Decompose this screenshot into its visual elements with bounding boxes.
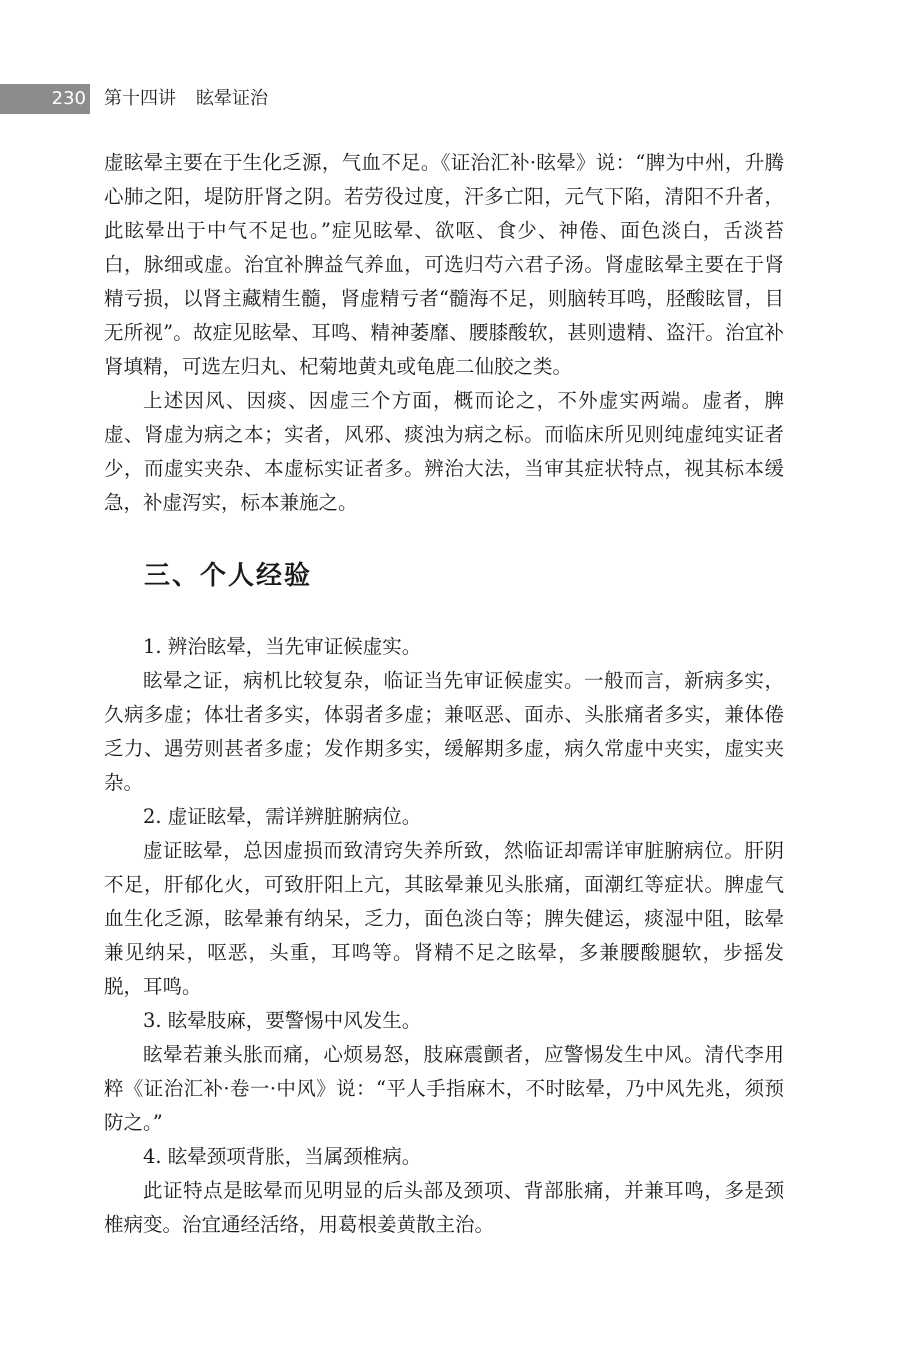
page-number: 230 [0, 84, 90, 114]
paragraph: 虚证眩晕，总因虚损而致清窍失养所致，然临证却需详审脏腑病位。肝阴不足，肝郁化火，可致肝阳上亢，其眩晕兼见头胀痛，面潮红等症状。脾虚气血生化乏源，眩晕兼有纳呆，乏力，面色淡白等；脾失健运，痰湿中阻，眩晕兼见纳呆，呕恶，头重，耳鸣等。肾精不足之眩晕，多兼腰酸腿软，步摇发脱，耳鸣。 [104, 839, 784, 998]
page-header [0, 84, 900, 114]
chapter-title: 眩晕证治 [196, 88, 268, 109]
page-body [104, 146, 784, 1242]
chapter-number: 第十四讲 [104, 88, 176, 109]
paragraph: 眩晕若兼头胀而痛，心烦易怒，肢麻震颤者，应警惕发生中风。清代李用粹《证治汇补·卷一·中风》说：“平人手指麻木，不时眩晕，乃中风先兆，须预防之。” [104, 1043, 784, 1134]
paragraph: 上述因风、因痰、因虚三个方面，概而论之，不外虚实两端。虚者，脾虚、肾虚为病之本；实者，风邪、痰浊为病之标。而临床所见则纯虚纯实证者少，而虚实夹杂、本虚标实证者多。辨治大法，当审其症状特点，视其标本缓急，补虚泻实，标本兼施之。 [104, 389, 784, 514]
item-title: 4. 眩晕颈项背胀，当属颈椎病。 [143, 1145, 422, 1168]
section-title: 三、个人经验 [144, 561, 313, 591]
item-title: 1. 辨治眩晕，当先审证候虚实。 [143, 635, 422, 658]
item-title: 3. 眩晕肢麻，要警惕中风发生。 [143, 1009, 422, 1032]
paragraph: 此证特点是眩晕而见明显的后头部及颈项、背部胀痛，并兼耳鸣，多是颈椎病变。治宜通经活络，用葛根姜黄散主治。 [104, 1179, 784, 1236]
paragraph: 虚眩晕主要在于生化乏源，气血不足。《证治汇补·眩晕》说：“脾为中州，升腾心肺之阳，堤防肝肾之阴。若劳役过度，汗多亡阳，元气下陷，清阳不升者，此眩晕出于中气不足也。”症见眩晕、欲呕、食少、神倦、面色淡白，舌淡苔白，脉细或虚。治宜补脾益气养血，可选归芍六君子汤。肾虚眩晕主要在于肾精亏损，以肾主藏精生髓，肾虚精亏者“髓海不足，则脑转耳鸣，胫酸眩冒，目无所视”。故症见眩晕、耳鸣、精神萎靡、腰膝酸软，甚则遗精、盗汗。治宜补肾填精，可选左归丸、杞菊地黄丸或龟鹿二仙胶之类。 [104, 151, 784, 378]
chapter-heading [104, 84, 288, 114]
paragraph: 眩晕之证，病机比较复杂，临证当先审证候虚实。一般而言，新病多实，久病多虚；体壮者多实，体弱者多虚；兼呕恶、面赤、头胀痛者多实，兼体倦乏力、遇劳则甚者多虚；发作期多实，缓解期多虚，病久常虚中夹实，虚实夹杂。 [104, 669, 784, 794]
item-title: 2. 虚证眩晕，需详辨脏腑病位。 [143, 805, 422, 828]
